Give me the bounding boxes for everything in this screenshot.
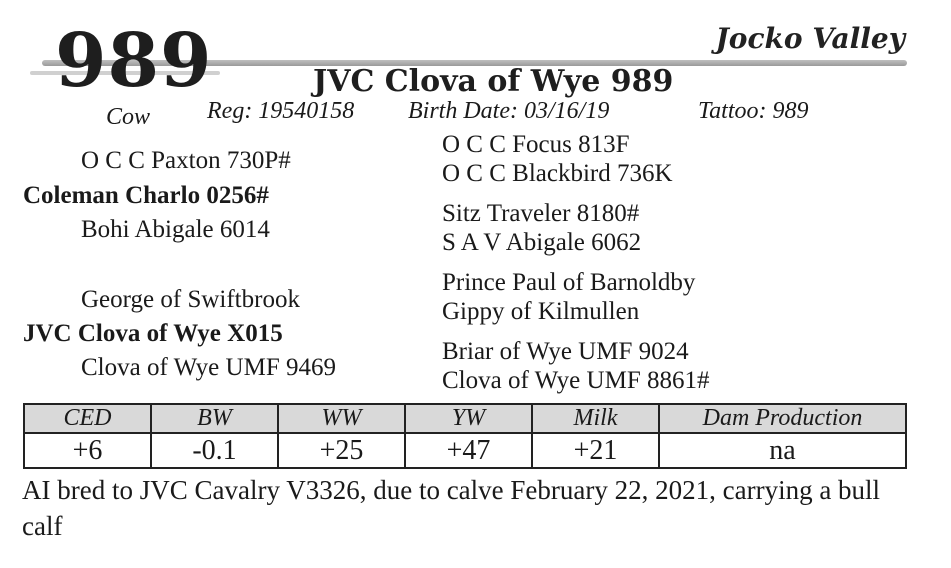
pedigree-sire-dam-dam: S A V Abigale 6062 (442, 229, 642, 256)
tattoo: Tattoo: 989 (698, 98, 809, 124)
pedigree-sire-sire-dam: O C C Blackbird 736K (442, 160, 673, 187)
epd-value-ww: +25 (278, 433, 405, 468)
epd-value-milk: +21 (532, 433, 659, 468)
pedigree-dam-sire-sire: Prince Paul of Barnoldby (442, 269, 696, 296)
animal-sex: Cow (106, 104, 151, 130)
pedigree-dam-dam-sire: Briar of Wye UMF 9024 (442, 338, 689, 365)
pedigree-dam: JVC Clova of Wye X015 (23, 320, 283, 347)
breeding-note: AI bred to JVC Cavalry V3326, due to calve February 22, 2021, carrying a bull calf (22, 475, 881, 541)
epd-value-bw: -0.1 (151, 433, 278, 468)
pedigree-sire-sire: O C C Paxton 730P# (81, 147, 291, 174)
pedigree-dam-sire: George of Swiftbrook (81, 286, 300, 313)
epd-header-ww: WW (278, 404, 405, 433)
epd-value-row (24, 433, 906, 468)
pedigree-sire-sire-sire: O C C Focus 813F (442, 131, 630, 158)
epd-header-row (24, 404, 906, 433)
epd-value-ced: +6 (24, 433, 151, 468)
pedigree-dam-dam-dam: Clova of Wye UMF 8861# (442, 367, 710, 394)
pedigree-sire-dam-sire: Sitz Traveler 8180# (442, 200, 640, 227)
consignor-name: Jocko Valley (715, 22, 905, 55)
epd-header-ced: CED (24, 404, 151, 433)
epd-value-yw: +47 (405, 433, 532, 468)
epd-header-yw: YW (405, 404, 532, 433)
pedigree-dam-sire-dam: Gippy of Kilmullen (442, 298, 640, 325)
pedigree-sire: Coleman Charlo 0256# (23, 182, 269, 209)
registration-number: Reg: 19540158 (207, 98, 355, 124)
animal-name: JVC Clova of Wye 989 (313, 64, 674, 99)
epd-header-dam-production: Dam Production (659, 404, 906, 433)
epd-header-bw: BW (151, 404, 278, 433)
epd-table (23, 403, 907, 469)
epd-value-dam-production: na (659, 433, 906, 468)
lot-number: 989 (55, 18, 213, 104)
pedigree-sire-dam: Bohi Abigale 6014 (81, 216, 270, 243)
epd-header-milk: Milk (532, 404, 659, 433)
birth-date: Birth Date: 03/16/19 (408, 98, 610, 124)
pedigree-dam-dam: Clova of Wye UMF 9469 (81, 354, 336, 381)
